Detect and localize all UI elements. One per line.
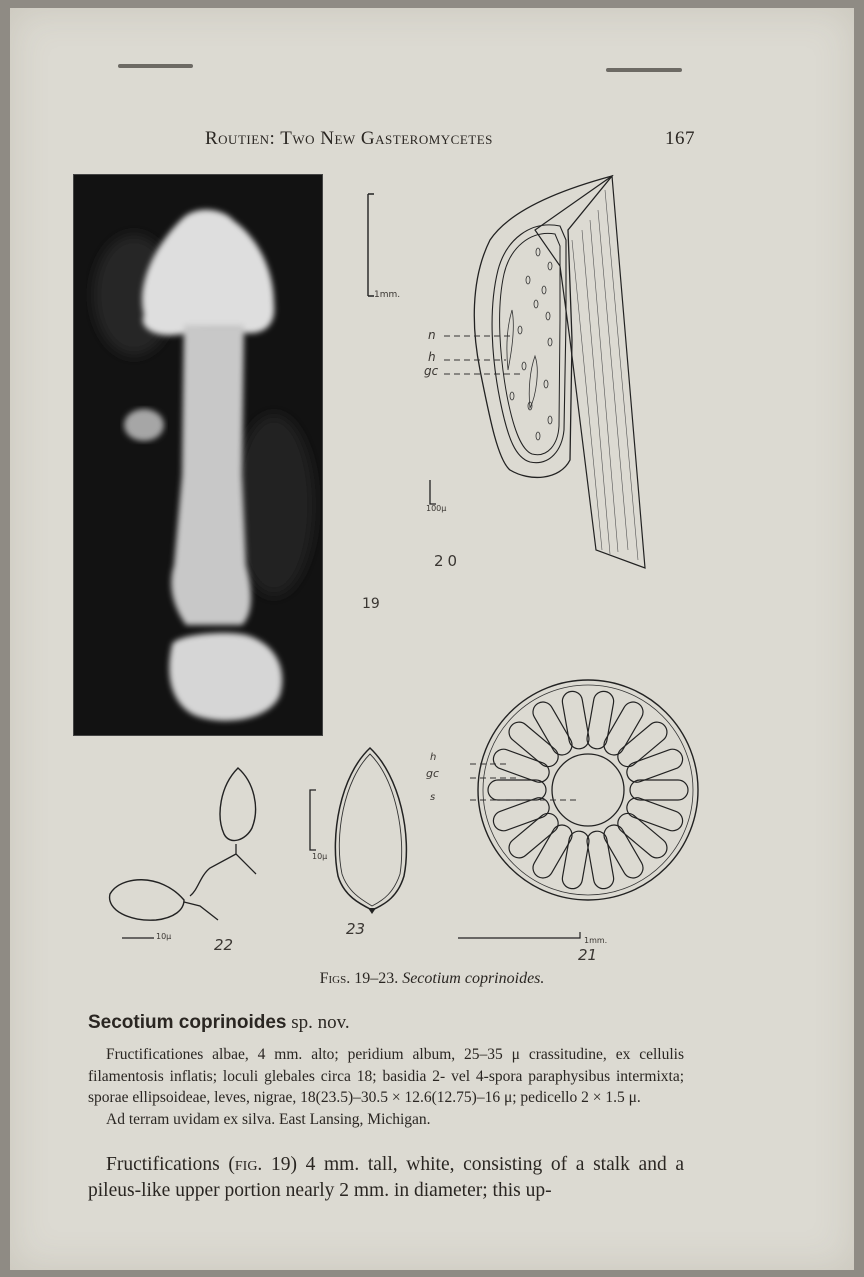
latin-paragraph-1: Fructificationes albae, 4 mm. alto; peridium album, 25–35 μ crassitudine, ex cellulis filamentosis inflatis; loculi glebales circa 18; basidia 2- vel 4-spora paraphysibus intermixta; sporae ellipsoideae, leves, nigrae, 18(23.5)–30.5 × 12.6(12.75)–16 μ; pedicello 2 × 1.5 μ. bbox=[88, 1046, 684, 1106]
fig21-label: 21 bbox=[578, 946, 598, 964]
fig22-drawing bbox=[100, 760, 280, 950]
species-name: Secotium coprinoides bbox=[88, 1012, 287, 1033]
caption-species: Secotium coprinoides. bbox=[402, 970, 545, 987]
locule bbox=[585, 830, 615, 891]
label-n: n bbox=[428, 328, 436, 342]
label-gc: gc bbox=[424, 364, 439, 378]
fig19-label: 19 bbox=[362, 596, 380, 612]
locule bbox=[529, 821, 575, 881]
scale-bar-label-100u: 100μ bbox=[426, 504, 447, 513]
scale-bar-label-10u-b: 10μ bbox=[312, 852, 328, 861]
fig22-label: 22 bbox=[214, 936, 234, 954]
label-gc-fig21: gc bbox=[426, 767, 440, 780]
locule bbox=[630, 780, 688, 800]
locule bbox=[585, 690, 615, 751]
scale-bar-label-1mm: 1mm. bbox=[374, 290, 401, 300]
fig21-drawing bbox=[470, 666, 710, 916]
fig19-photograph bbox=[73, 174, 323, 736]
locule bbox=[488, 780, 546, 800]
staple-left bbox=[118, 64, 193, 68]
fig21-scale-bar bbox=[456, 930, 586, 942]
running-header bbox=[205, 128, 695, 150]
staple-right bbox=[606, 68, 682, 72]
figure-reference: fig. bbox=[234, 1154, 263, 1175]
species-heading bbox=[88, 1012, 350, 1034]
locule bbox=[561, 830, 591, 891]
locule bbox=[561, 690, 591, 751]
fig23-label: 23 bbox=[346, 920, 366, 938]
locule bbox=[491, 746, 552, 785]
running-title: Routien: Two New Gasteromycetes bbox=[205, 128, 493, 149]
fig20-label: 20 bbox=[434, 552, 462, 570]
locule bbox=[600, 821, 646, 881]
latin-paragraph-2: Ad terram uvidam ex silva. East Lansing, Michigan. bbox=[106, 1110, 431, 1128]
species-suffix: sp. nov. bbox=[286, 1012, 350, 1033]
locule bbox=[600, 698, 646, 758]
locule bbox=[614, 718, 671, 771]
caption-prefix: Figs. 19–23. bbox=[319, 970, 399, 987]
scale-bar-label-1mm-fig21: 1mm. bbox=[584, 936, 608, 945]
locule bbox=[624, 746, 685, 785]
body-paragraph bbox=[88, 1152, 684, 1204]
locule bbox=[624, 795, 685, 834]
figure-caption bbox=[0, 970, 864, 988]
label-s-fig21: s bbox=[430, 792, 436, 803]
fig20-drawing bbox=[360, 170, 660, 580]
locule bbox=[529, 698, 575, 758]
body-text-end: 19) 4 mm. tall, white, consisting of a stalk and a pileus-like upper portion nearly 2 mm. in diameter; this up- bbox=[88, 1154, 685, 1201]
body-text-start: Fructifications ( bbox=[106, 1154, 235, 1175]
scale-bar-label-10u-a: 10μ bbox=[156, 932, 172, 941]
label-h: h bbox=[428, 350, 436, 364]
locule bbox=[491, 795, 552, 834]
page-number: 167 bbox=[665, 128, 695, 149]
latin-diagnosis bbox=[88, 1044, 684, 1130]
mushroom-photo-icon bbox=[74, 175, 322, 735]
locule bbox=[614, 809, 671, 862]
locule bbox=[505, 718, 562, 771]
fig23-drawing bbox=[300, 746, 420, 926]
label-h-fig21: h bbox=[430, 752, 437, 763]
locule bbox=[505, 809, 562, 862]
